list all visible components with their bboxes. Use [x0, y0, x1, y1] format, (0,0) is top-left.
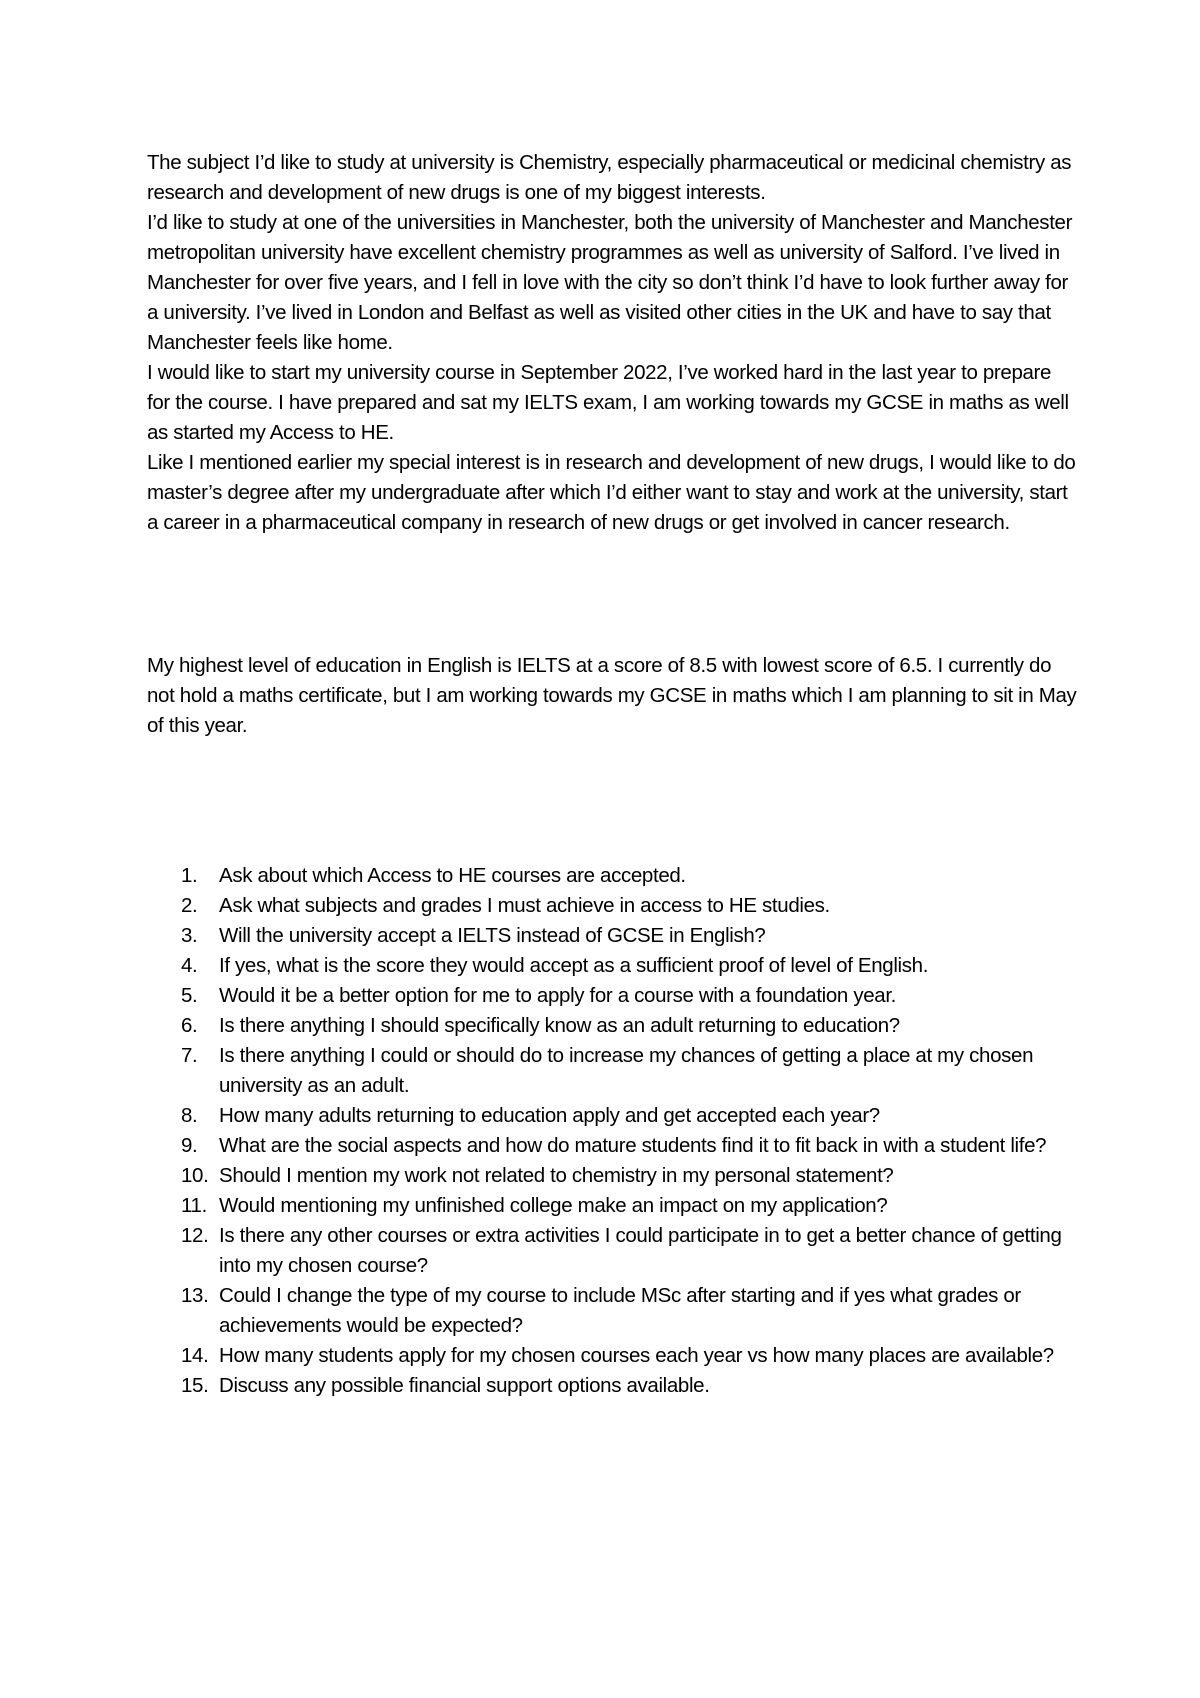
list-item-text: Could I change the type of my course to include MSc after starting and if yes what grades or achievements would be expected?: [219, 1284, 1021, 1337]
list-item-text: How many students apply for my chosen courses each year vs how many places are available?: [219, 1344, 1054, 1367]
education-section: [147, 651, 1077, 741]
list-item: [147, 1041, 1077, 1101]
list-item: [147, 1191, 1077, 1221]
list-item-text: Would it be a better option for me to apply for a course with a foundation year.: [219, 984, 897, 1007]
list-item-number: 9.: [181, 1134, 198, 1157]
list-item: [147, 1221, 1077, 1281]
list-item-number: 11.: [181, 1194, 207, 1217]
list-item-number: 14.: [181, 1344, 209, 1367]
list-item-text: Would mentioning my unfinished college make an impact on my application?: [219, 1194, 888, 1217]
list-item-number: 13.: [181, 1284, 209, 1307]
list-item-number: 12.: [181, 1224, 209, 1247]
list-item: [147, 921, 1077, 951]
paragraph-start-date: I would like to start my university course in September 2022, I’ve worked hard in the last year to prepare for the course. I have prepared and sat my IELTS exam, I am working towards my GCSE in maths as well as started my Access to HE.: [147, 361, 1069, 444]
list-item-number: 1.: [181, 864, 198, 887]
list-item-number: 8.: [181, 1104, 198, 1127]
list-item-text: Ask about which Access to HE courses are accepted.: [219, 864, 686, 887]
list-item-text: Should I mention my work not related to chemistry in my personal statement?: [219, 1164, 894, 1187]
list-item-text: Ask what subjects and grades I must achieve in access to HE studies.: [219, 894, 830, 917]
list-item-text: Discuss any possible financial support options available.: [219, 1374, 710, 1397]
list-item-text: Will the university accept a IELTS instead of GCSE in English?: [219, 924, 766, 947]
list-item: [147, 1101, 1077, 1131]
list-item: [147, 1371, 1077, 1401]
list-item-number: 10.: [181, 1164, 209, 1187]
list-item: [147, 1131, 1077, 1161]
list-item-text: If yes, what is the score they would accept as a sufficient proof of level of English.: [219, 954, 929, 977]
list-item: [147, 1341, 1077, 1371]
intro-section: [147, 148, 1077, 538]
list-item-number: 2.: [181, 894, 198, 917]
list-item-number: 6.: [181, 1014, 198, 1037]
list-item-number: 15.: [181, 1374, 209, 1397]
list-item: [147, 1281, 1077, 1341]
questions-list: [147, 861, 1077, 1401]
list-item: [147, 1011, 1077, 1041]
list-item-text: Is there anything I should specifically know as an adult returning to education?: [219, 1014, 900, 1037]
list-item: [147, 981, 1077, 1011]
list-item-text: How many adults returning to education apply and get accepted each year?: [219, 1104, 880, 1127]
list-item: [147, 891, 1077, 921]
paragraph-education: My highest level of education in English is IELTS at a score of 8.5 with lowest score of 6.5. I currently do not hold a maths certificate, but I am working towards my GCSE in maths which I am planning to sit in May of this year.: [147, 654, 1077, 737]
list-item: [147, 1161, 1077, 1191]
paragraph-interests: Like I mentioned earlier my special interest is in research and development of new drugs, I would like to do master’s degree after my undergraduate after which I’d either want to stay and work at the university, start a career in a pharmaceutical company in research of new drugs or get involved in cancer research.: [147, 451, 1076, 534]
list-item: [147, 951, 1077, 981]
list-item-number: 4.: [181, 954, 198, 977]
list-item-number: 3.: [181, 924, 198, 947]
list-item-number: 5.: [181, 984, 198, 1007]
list-item-text: What are the social aspects and how do mature students find it to fit back in with a student life?: [219, 1134, 1047, 1157]
list-item-text: Is there any other courses or extra activities I could participate in to get a better chance of getting into my chosen course?: [219, 1224, 1062, 1277]
list-item-text: Is there anything I could or should do to increase my chances of getting a place at my chosen university as an adult.: [219, 1044, 1034, 1097]
list-item: [147, 861, 1077, 891]
list-item-number: 7.: [181, 1044, 198, 1067]
paragraph-subject: The subject I’d like to study at university is Chemistry, especially pharmaceutical or medicinal chemistry as research and development of new drugs is one of my biggest interests.: [147, 151, 1072, 204]
paragraph-location: I’d like to study at one of the universities in Manchester, both the university of Manchester and Manchester metropolitan university have excellent chemistry programmes as well as university of Salford. I’ve lived in Manchester for over five years, and I fell in love with the city so don’t think I’d have to look further away for a university. I’ve lived in London and Belfast as well as visited other cities in the UK and have to say that Manchester feels like home.: [147, 211, 1073, 354]
